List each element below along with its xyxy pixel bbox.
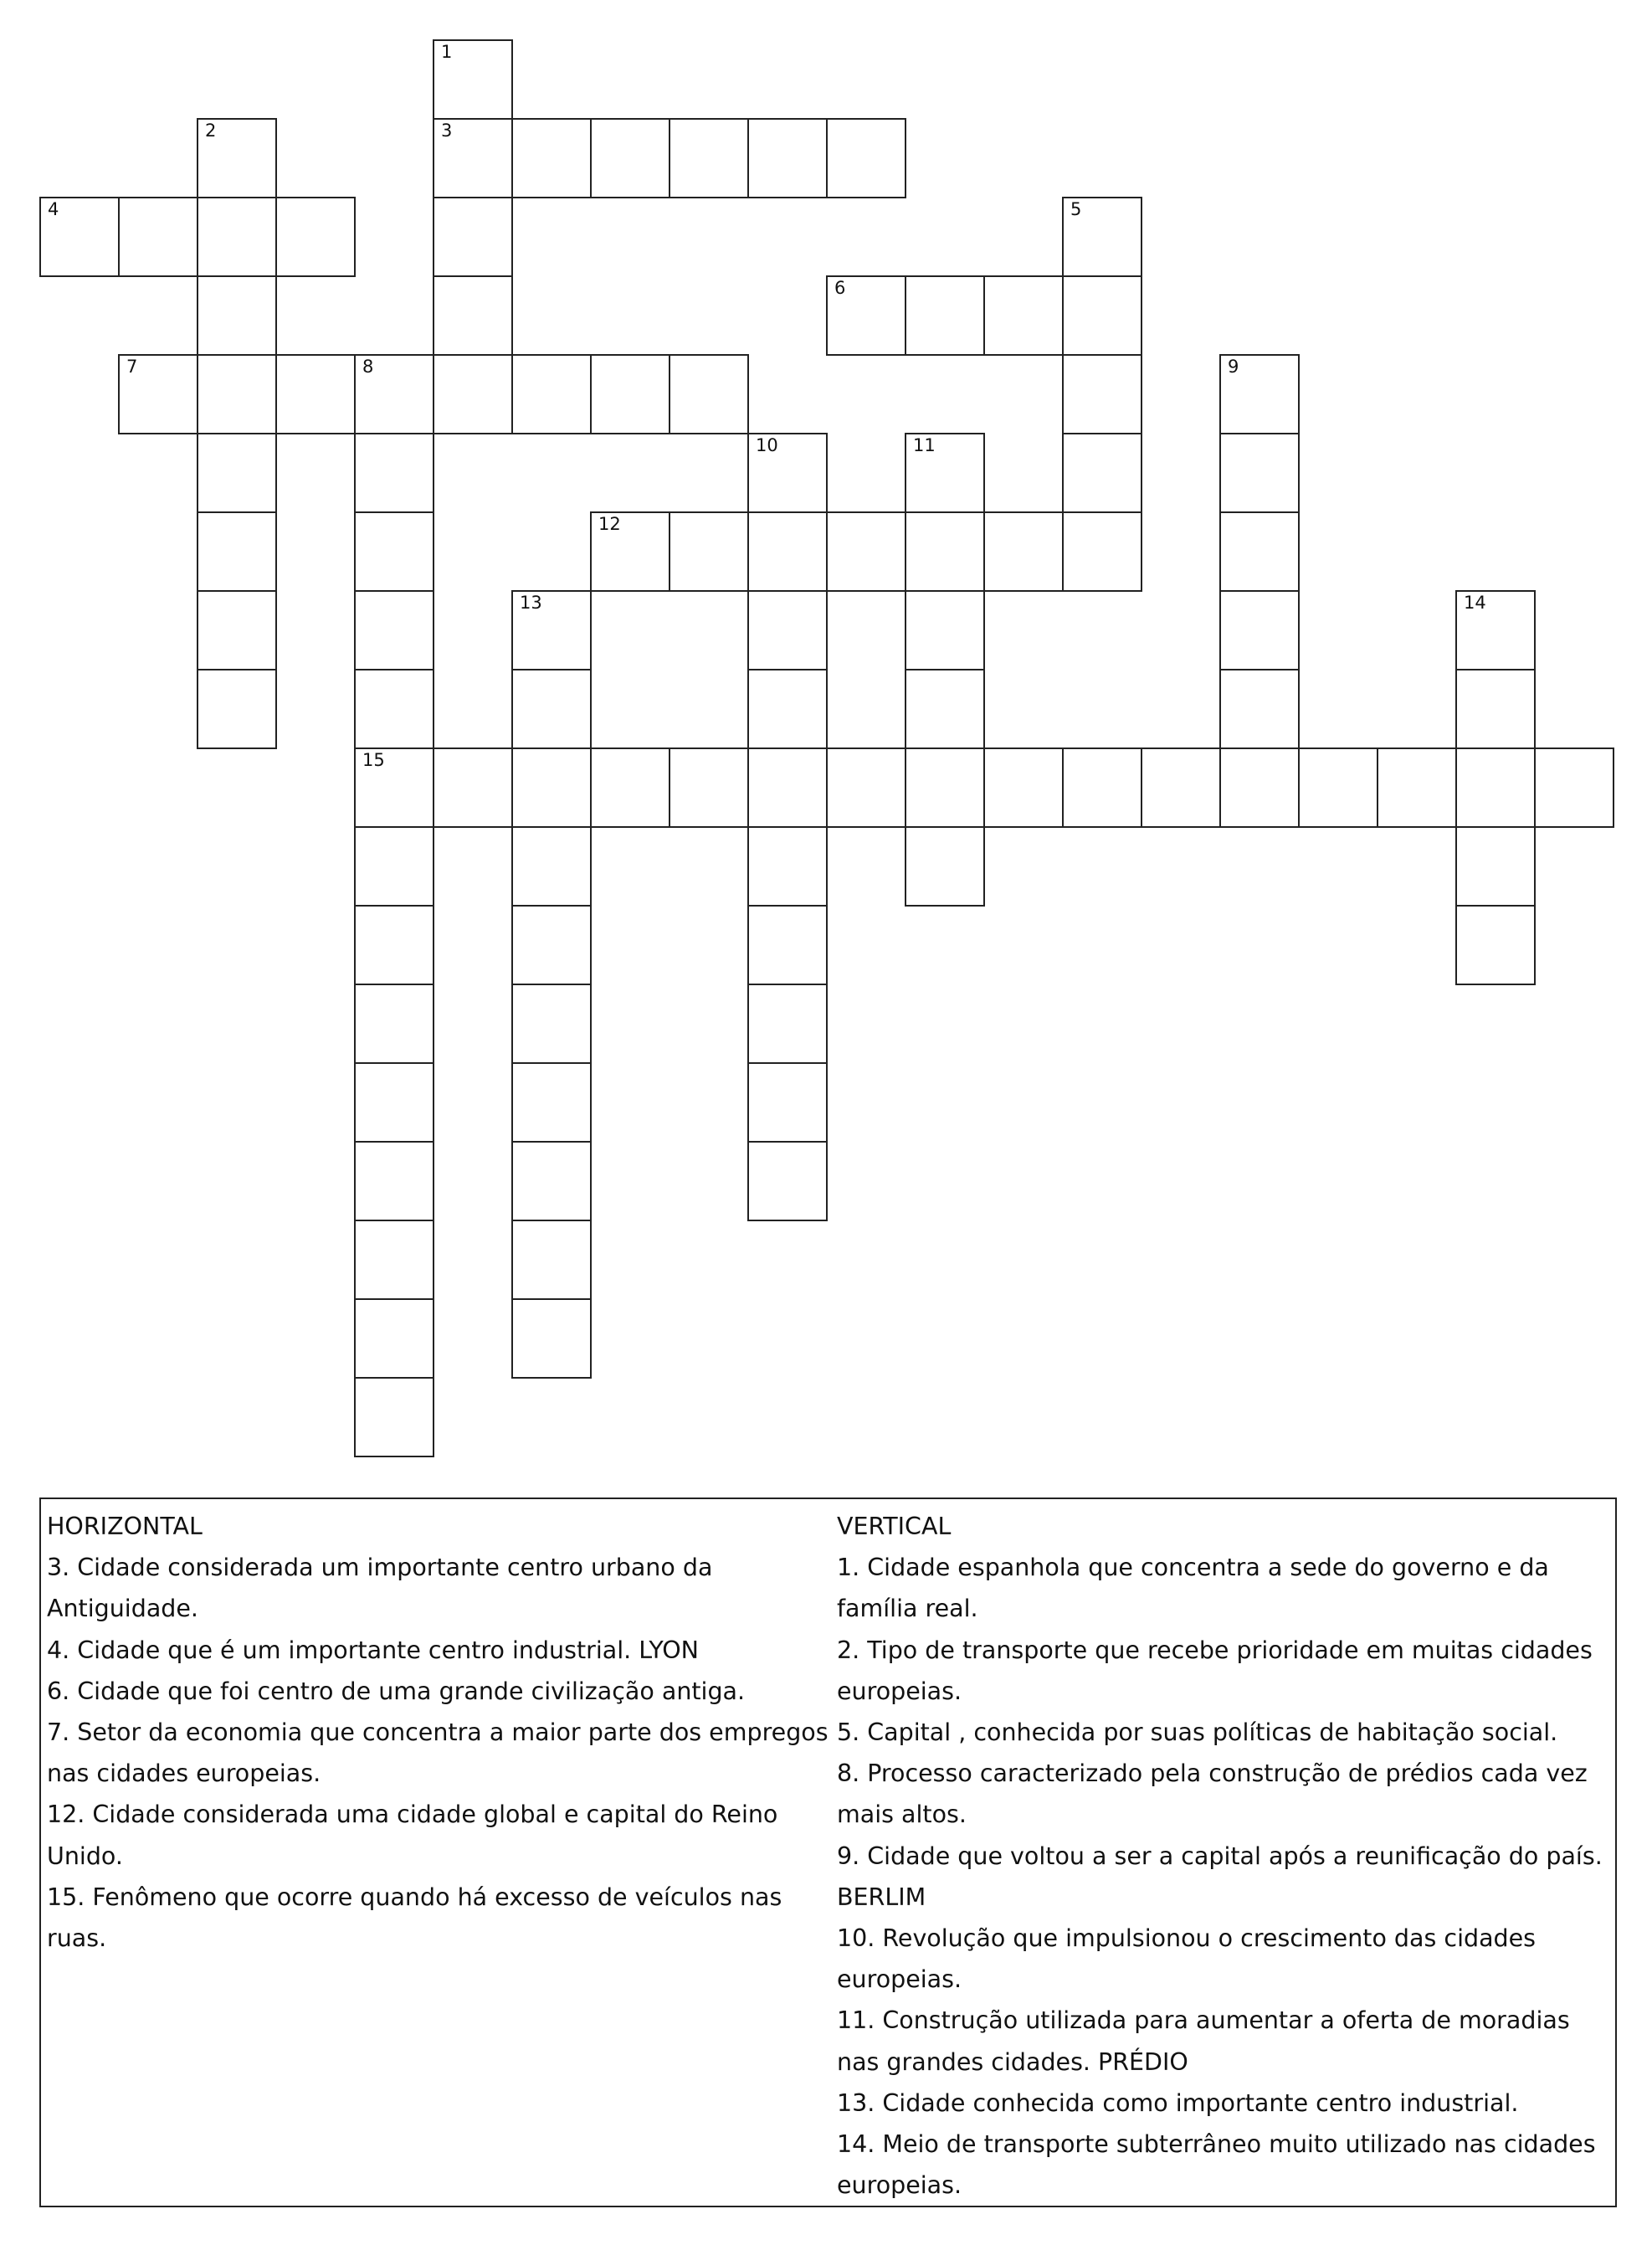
grid-cell[interactable]	[275, 197, 356, 277]
clue-number: 14	[1464, 593, 1486, 613]
grid-cell[interactable]	[1219, 511, 1300, 592]
grid-cell[interactable]	[511, 118, 592, 198]
grid-cell[interactable]	[433, 39, 513, 120]
grid-cell[interactable]	[354, 354, 434, 434]
grid-cell[interactable]	[1062, 747, 1142, 828]
clue-item: 8. Processo caracterizado pela construção de prédios cada vez mais altos.	[837, 1760, 1588, 1829]
grid-cell[interactable]	[747, 118, 828, 198]
grid-cell[interactable]	[197, 511, 277, 592]
grid-cell[interactable]	[511, 669, 592, 749]
grid-cell[interactable]	[1534, 747, 1614, 828]
clue-number: 3	[441, 121, 453, 141]
horizontal-heading: HORIZONTAL	[47, 1513, 203, 1540]
grid-cell[interactable]	[197, 590, 277, 670]
grid-cell[interactable]	[826, 118, 906, 198]
grid-cell[interactable]	[747, 826, 828, 907]
grid-cell[interactable]	[905, 511, 985, 592]
grid-cell[interactable]	[1219, 747, 1300, 828]
clue-number: 11	[913, 435, 936, 455]
grid-cell[interactable]	[354, 669, 434, 749]
grid-cell[interactable]	[905, 275, 985, 356]
grid-cell[interactable]	[511, 1062, 592, 1143]
grid-cell[interactable]	[1062, 511, 1142, 592]
grid-cell[interactable]	[1141, 747, 1221, 828]
grid-cell[interactable]	[354, 1220, 434, 1300]
grid-cell[interactable]	[511, 1220, 592, 1300]
clue-item: 4. Cidade que é um importante centro industrial. LYON	[47, 1636, 699, 1664]
clue-item: 5. Capital , conhecida por suas políticas de habitação social.	[837, 1718, 1558, 1747]
clue-number: 10	[756, 435, 778, 455]
grid-cell[interactable]	[983, 747, 1064, 828]
grid-cell[interactable]	[669, 747, 749, 828]
clue-item: 14. Meio de transporte subterrâneo muito utilizado nas cidades europeias.	[837, 2130, 1596, 2200]
vertical-heading: VERTICAL	[837, 1513, 952, 1540]
grid-cell[interactable]	[1219, 433, 1300, 513]
clue-item: 13. Cidade conhecida como importante centro industrial.	[837, 2088, 1519, 2117]
grid-cell[interactable]	[511, 905, 592, 985]
grid-cell[interactable]	[747, 984, 828, 1064]
grid-cell[interactable]	[1062, 433, 1142, 513]
grid-cell[interactable]	[433, 197, 513, 277]
clue-item: 11. Construção utilizada para aumentar a oferta de moradias nas grandes cidades. PRÉDIO	[837, 2006, 1570, 2076]
grid-cell[interactable]	[39, 197, 120, 277]
clue-item: 7. Setor da economia que concentra a maior parte dos empregos nas cidades europeias.	[47, 1718, 829, 1788]
clue-number: 5	[1070, 199, 1082, 219]
grid-cell[interactable]	[197, 275, 277, 356]
grid-cell[interactable]	[747, 590, 828, 670]
clue-item: 10. Revolução que impulsionou o crescimento das cidades europeias.	[837, 1924, 1537, 1994]
grid-cell[interactable]	[433, 354, 513, 434]
grid-cell[interactable]	[511, 1298, 592, 1379]
clue-item: 15. Fenômeno que ocorre quando há excesso de veículos nas ruas.	[47, 1883, 782, 1953]
grid-cell[interactable]	[1298, 747, 1378, 828]
grid-cell[interactable]	[354, 1141, 434, 1221]
grid-cell[interactable]	[511, 354, 592, 434]
clue-number: 12	[598, 514, 621, 534]
grid-cell[interactable]	[669, 511, 749, 592]
grid-cell[interactable]	[747, 433, 828, 513]
grid-cell[interactable]	[826, 275, 906, 356]
clue-item: 3. Cidade considerada um importante centro urbano da Antiguidade.	[47, 1554, 713, 1623]
clue-item: 1. Cidade espanhola que concentra a sede do governo e da família real.	[837, 1554, 1549, 1623]
grid-cell[interactable]	[1377, 747, 1457, 828]
grid-cell[interactable]	[354, 826, 434, 907]
grid-cell[interactable]	[197, 433, 277, 513]
grid-cell[interactable]	[747, 905, 828, 985]
grid-cell[interactable]	[433, 275, 513, 356]
grid-cell[interactable]	[1219, 669, 1300, 749]
grid-cell[interactable]	[1219, 354, 1300, 434]
grid-cell[interactable]	[118, 354, 198, 434]
grid-cell[interactable]	[354, 905, 434, 985]
grid-cell[interactable]	[511, 747, 592, 828]
grid-cell[interactable]	[197, 354, 277, 434]
grid-cell[interactable]	[433, 118, 513, 198]
grid-cell[interactable]	[1062, 275, 1142, 356]
grid-cell[interactable]	[511, 590, 592, 670]
clue-number: 2	[205, 121, 217, 141]
grid-cell[interactable]	[354, 511, 434, 592]
grid-cell[interactable]	[1455, 669, 1536, 749]
grid-cell[interactable]	[747, 1141, 828, 1221]
grid-cell[interactable]	[511, 826, 592, 907]
grid-cell[interactable]	[747, 1062, 828, 1143]
grid-cell[interactable]	[590, 511, 670, 592]
clue-number: 6	[834, 278, 846, 298]
grid-cell[interactable]	[983, 275, 1064, 356]
clue-number: 4	[48, 199, 59, 219]
grid-cell[interactable]	[118, 197, 198, 277]
grid-cell[interactable]	[354, 590, 434, 670]
grid-cell[interactable]	[669, 354, 749, 434]
grid-cell[interactable]	[669, 118, 749, 198]
grid-cell[interactable]	[433, 747, 513, 828]
grid-cell[interactable]	[905, 826, 985, 907]
clue-number: 1	[441, 42, 453, 62]
grid-cell[interactable]	[905, 590, 985, 670]
grid-cell[interactable]	[590, 118, 670, 198]
clue-number: 8	[362, 357, 374, 377]
grid-cell[interactable]	[354, 433, 434, 513]
grid-cell[interactable]	[826, 747, 906, 828]
grid-cell[interactable]	[354, 1298, 434, 1379]
grid-cell[interactable]	[1455, 747, 1536, 828]
clue-item: 2. Tipo de transporte que recebe prioridade em muitas cidades europeias.	[837, 1636, 1593, 1705]
grid-cell[interactable]	[197, 118, 277, 198]
grid-cell[interactable]	[590, 747, 670, 828]
grid-cell[interactable]	[590, 354, 670, 434]
grid-cell[interactable]	[1455, 905, 1536, 985]
clue-item: 9. Cidade que voltou a ser a capital após a reunificação do país. BERLIM	[837, 1842, 1603, 1911]
grid-cell[interactable]	[905, 669, 985, 749]
clue-number: 15	[362, 750, 385, 770]
clues-box	[39, 1498, 1617, 2207]
grid-cell[interactable]	[1062, 354, 1142, 434]
grid-cell[interactable]	[197, 669, 277, 749]
clue-number: 7	[126, 357, 138, 377]
grid-cell[interactable]	[1455, 590, 1536, 670]
grid-cell[interactable]	[354, 747, 434, 828]
grid-cell[interactable]	[747, 511, 828, 592]
grid-cell[interactable]	[826, 511, 906, 592]
horizontal-clues	[47, 1506, 834, 1959]
grid-cell[interactable]	[905, 747, 985, 828]
grid-cell[interactable]	[275, 354, 356, 434]
clue-item: 6. Cidade que foi centro de uma grande civilização antiga.	[47, 1677, 746, 1705]
grid-cell[interactable]	[354, 1377, 434, 1457]
grid-cell[interactable]	[511, 984, 592, 1064]
vertical-clues	[837, 1506, 1611, 2206]
grid-cell[interactable]	[983, 511, 1064, 592]
grid-cell[interactable]	[354, 1062, 434, 1143]
clue-number: 9	[1228, 357, 1239, 377]
grid-cell[interactable]	[197, 197, 277, 277]
grid-cell[interactable]	[905, 433, 985, 513]
grid-cell[interactable]	[1219, 590, 1300, 670]
grid-cell[interactable]	[1062, 197, 1142, 277]
grid-cell[interactable]	[747, 747, 828, 828]
grid-cell[interactable]	[1455, 826, 1536, 907]
grid-cell[interactable]	[354, 984, 434, 1064]
clue-item: 12. Cidade considerada uma cidade global e capital do Reino Unido.	[47, 1801, 778, 1870]
grid-cell[interactable]	[747, 669, 828, 749]
clue-number: 13	[520, 593, 542, 613]
grid-cell[interactable]	[511, 1141, 592, 1221]
